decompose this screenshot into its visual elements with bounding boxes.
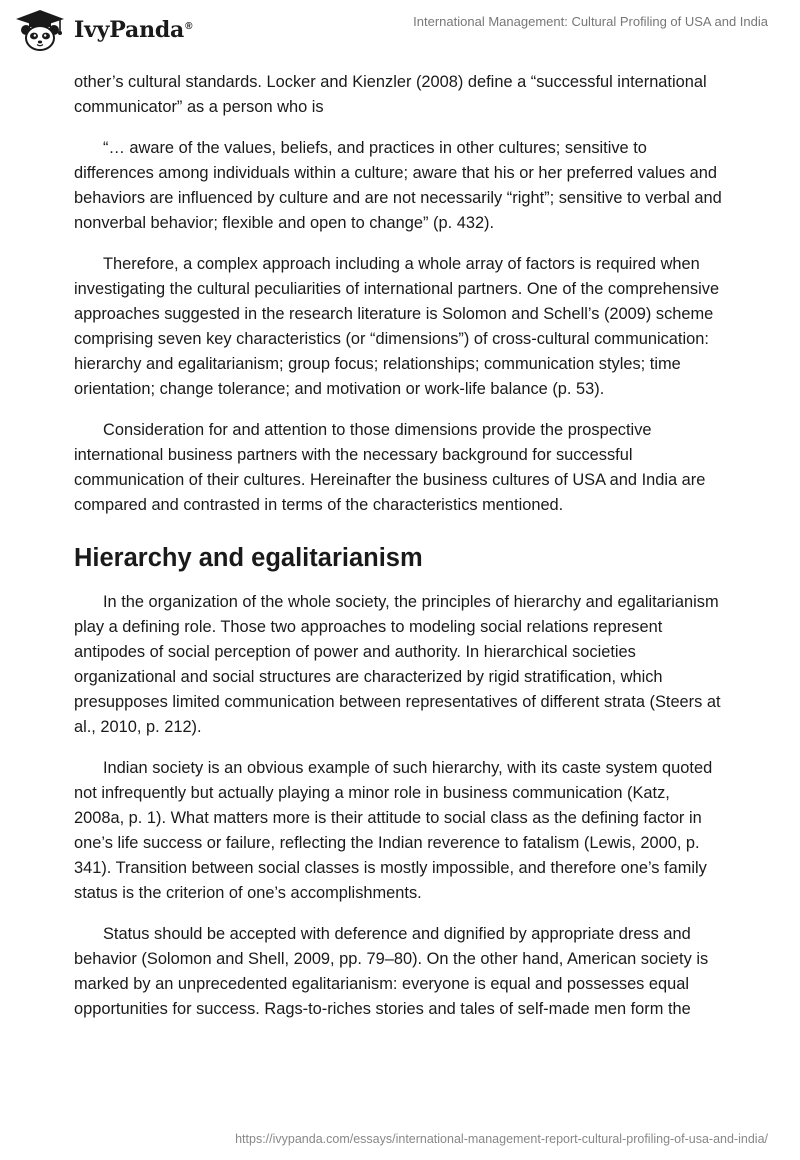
ivypanda-logo[interactable]	[14, 8, 192, 52]
page-header	[0, 0, 800, 60]
section-heading: Hierarchy and egalitarianism	[74, 544, 423, 572]
paragraph: Consideration for and attention to those dimensions provide the prospective international business partners with the necessary background for successful communication of their cultures. Hereinafter the business cultures of USA and India are compared and contrasted in terms of the characteristics mentioned.	[74, 421, 706, 514]
panda-graduate-icon	[14, 8, 66, 52]
paragraph: Status should be accepted with deference and dignified by appropriate dress and behavior (Solomon and Shell, 2009, pp. 79–80). On the other hand, American society is marked by an unprecedented egalitarianism: everyone is equal and possesses equal opportunities for success. Rags-to-riches stories and tales of self-made men form the	[74, 925, 709, 1018]
registered-mark: ®	[185, 20, 193, 32]
paragraph: Therefore, a complex approach including a whole array of factors is required when investigating the cultural peculiarities of international partners. One of the comprehensive approaches suggested in the research literature is Solomon and Schell’s (2009) scheme comprising seven key characteristics (or “dimensions”) of cross-cultural communication: hierarchy and egalitarianism; group focus; relationships; communication styles; time orientation; change tolerance; and motivation or work-life balance (p. 53).	[74, 255, 720, 398]
source-url[interactable]: https://ivypanda.com/essays/international-management-report-cultural-profiling-of-usa-and-india/	[235, 1132, 768, 1146]
logo-text: IvyPanda®	[74, 17, 193, 43]
document-title: International Management: Cultural Profiling of USA and India	[413, 14, 768, 29]
paragraph: In the organization of the whole society, the principles of hierarchy and egalitarianism play a defining role. Those two approaches to modeling social relations represent antipodes of social perception of power and authority. In hierarchical societies organizational and social structures are characterized by rigid stratification, which presupposes limited communication between representatives of different strata (Steers at al., 2010, p. 212).	[74, 593, 721, 736]
block-quote: “… aware of the values, beliefs, and practices in other cultures; sensitive to differences among individuals within a culture; aware that his or her preferred values and behaviors are influenced by culture and are not necessarily “right”; sensitive to verbal and nonverbal behavior; flexible and open to change” (p. 432).	[74, 139, 722, 232]
essay-body	[74, 70, 724, 1038]
paragraph: other’s cultural standards. Locker and Kienzler (2008) define a “successful international communicator” as a person who is	[74, 73, 707, 116]
paragraph: Indian society is an obvious example of such hierarchy, with its caste system quoted not infrequently but actually playing a minor role in business communication (Katz, 2008a, p. 1). What matters more is their attitude to social class as the defining factor in one’s life success or failure, reflecting the Indian reverence to fatalism (Lewis, 2000, p. 341). Transition between social classes is mostly impossible, and therefore one’s family status is the criterion of one’s accomplishments.	[74, 759, 713, 902]
